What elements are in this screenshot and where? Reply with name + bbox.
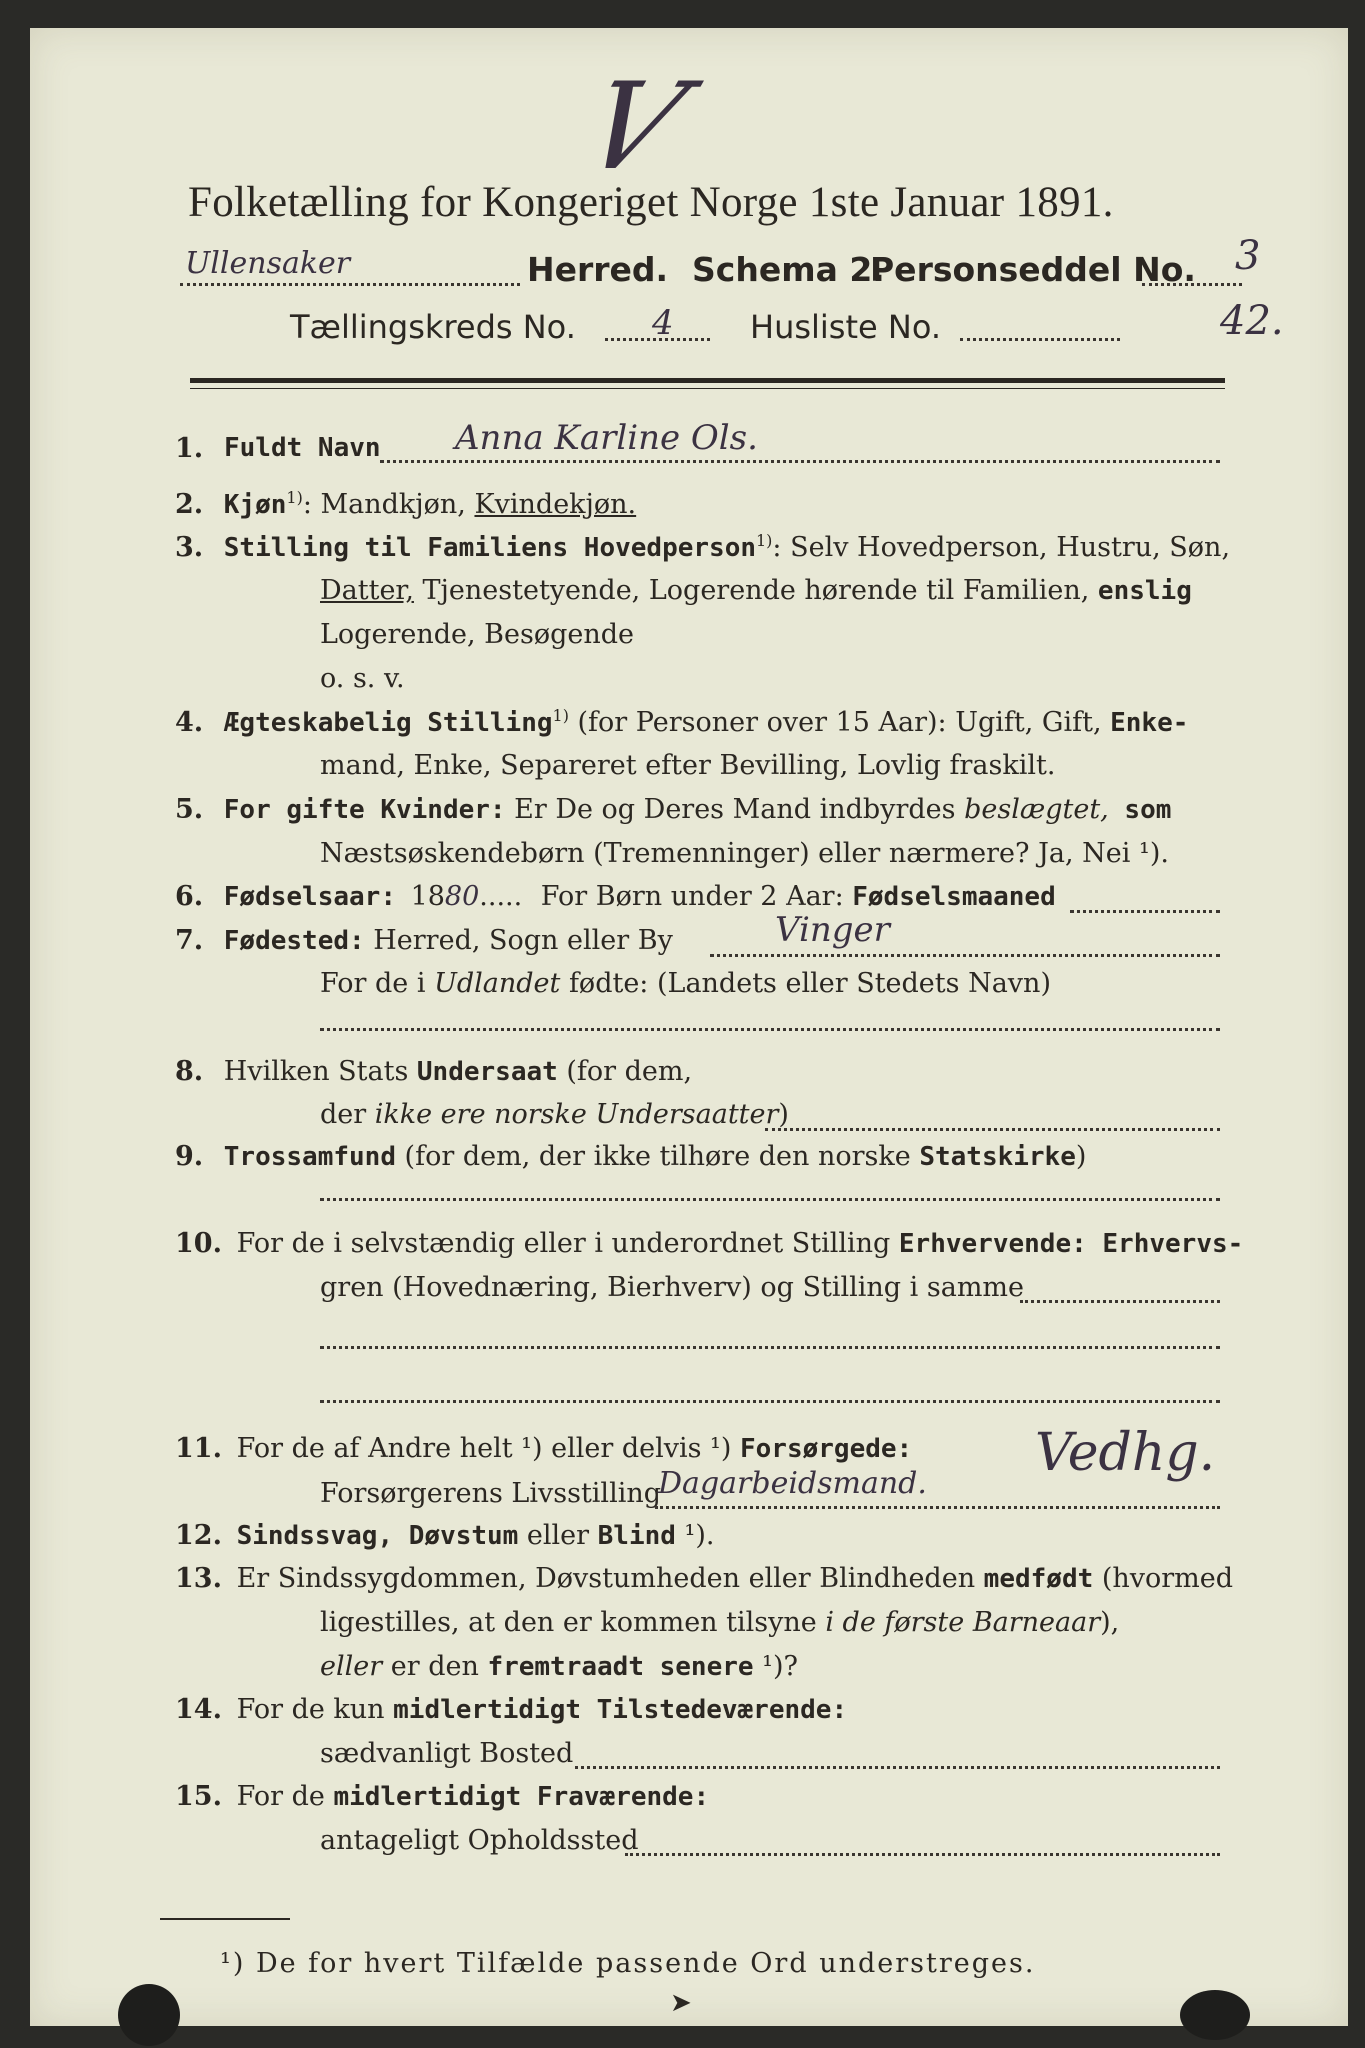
personseddel-label: Personseddel No. xyxy=(870,250,1196,289)
kreds-label: Tællingskreds No. xyxy=(290,308,576,346)
q11-label: Forsørgede: xyxy=(740,1434,913,1464)
q15-text-1a: For de xyxy=(236,1781,334,1812)
q10-blank-dots-1 xyxy=(320,1346,1220,1349)
q8-text-1a: Hvilken Stats xyxy=(223,1056,417,1087)
arrow-mark: ➤ xyxy=(670,1988,692,2018)
check-mark: V xyxy=(564,58,702,197)
q12-number: 12. xyxy=(175,1520,222,1551)
q2-text-b: Kvindekjøn. xyxy=(474,489,637,520)
personseddel-dots xyxy=(1142,283,1242,286)
q13-line-3 xyxy=(320,1651,798,1682)
q3-line-3: Logerende, Besøgende xyxy=(320,619,634,650)
q15-line-2: antageligt Opholdssted xyxy=(320,1825,639,1856)
q15-dots xyxy=(625,1853,1220,1856)
q4-sup: 1) xyxy=(552,706,569,725)
header-rule-thick xyxy=(190,378,1225,383)
q14-line-2: sædvanligt Bosted xyxy=(320,1738,574,1769)
q13-text-1b: (hvormed xyxy=(1093,1563,1234,1594)
q7-value: Vinger xyxy=(775,910,890,950)
q12-line xyxy=(175,1520,714,1551)
q3-text-2b: Tjenestetyende, Logerende hørende til Familien, xyxy=(413,575,1098,606)
q5-label-a: For xyxy=(223,795,287,825)
q1-dots xyxy=(380,460,1220,463)
q3-number: 3. xyxy=(175,532,204,563)
personseddel-value: 3 xyxy=(1235,233,1261,279)
q6-text-b: For Børn under 2 Aar: xyxy=(540,881,853,912)
husliste-label: Husliste No. xyxy=(750,308,941,346)
q11-text-1a: For de af Andre helt ¹) eller delvis ¹) xyxy=(236,1433,740,1464)
q11-line-1 xyxy=(175,1433,912,1464)
q15-number: 15. xyxy=(175,1781,222,1812)
q11-dots xyxy=(655,1506,1220,1509)
q2-sup: 1) xyxy=(286,488,303,507)
q6-line xyxy=(175,881,1056,912)
q4-number: 4. xyxy=(175,707,204,738)
q13-text-1a: Er Sindssygdommen, Døvstumheden eller Blindheden xyxy=(236,1563,984,1594)
q7-label: Fødested: xyxy=(223,926,365,956)
q8-number: 8. xyxy=(175,1056,204,1087)
q14-number: 14. xyxy=(175,1694,222,1725)
q4-text-1: (for Personer over 15 Aar): Ugift, Gift, xyxy=(568,707,1111,738)
q7-blank-dots xyxy=(320,1028,1220,1031)
q3-sup: 1) xyxy=(756,531,773,550)
husliste-value: 42. xyxy=(1220,298,1284,344)
paper-damage-left xyxy=(118,1984,180,2046)
q3-text-2c: enslig xyxy=(1097,576,1192,606)
q12-label: Sindssvag, Døvstum xyxy=(236,1521,519,1551)
q11-line-2: Forsørgerens Livsstilling xyxy=(320,1478,662,1509)
q7-text-2a: For de i xyxy=(320,968,435,999)
q3-label: Stilling til Familiens Hovedperson xyxy=(223,533,756,563)
husliste-dots xyxy=(960,338,1120,341)
q10-line-1 xyxy=(175,1228,1243,1259)
q7-line-2 xyxy=(320,968,1051,999)
q5-number: 5. xyxy=(175,794,204,825)
q7-text-2i: Udlandet xyxy=(434,968,561,999)
q3-text-2a: Datter, xyxy=(320,575,414,606)
q13-label-b: fremtraadt senere xyxy=(487,1652,754,1682)
q10-number: 10. xyxy=(175,1228,222,1259)
q6-dots: ..... xyxy=(479,881,523,912)
q13-label: medfødt xyxy=(983,1564,1094,1594)
q3-text-1: : Selv Hovedperson, Hustru, Søn, xyxy=(772,532,1231,563)
q11-value: Dagarbeidsmand. xyxy=(658,1466,927,1501)
q13-line-2 xyxy=(320,1607,1119,1638)
q14-text-1a: For de kun xyxy=(236,1694,394,1725)
q5-text-1i: beslægtet, xyxy=(964,794,1109,825)
q9-number: 9. xyxy=(175,1141,204,1172)
q8-label: Undersaat xyxy=(416,1057,558,1087)
q10-text-1: For de i selvstændig eller i underordnet Stilling xyxy=(236,1228,899,1259)
paper-damage-right xyxy=(1180,1990,1250,2040)
q5-line-2: Næstsøskendebørn (Tremenninger) eller nærmere? Ja, Nei ¹). xyxy=(320,838,1169,869)
header-rule-thin xyxy=(190,388,1225,389)
q8-line-1 xyxy=(175,1056,692,1087)
q15-line-1 xyxy=(175,1781,709,1812)
q2-number: 2. xyxy=(175,489,204,520)
q8-text-2a: der xyxy=(320,1099,375,1130)
q6-prefix: 18 xyxy=(410,881,445,912)
q1-label: Fuldt Navn xyxy=(224,433,381,463)
q4-line-2: mand, Enke, Separeret efter Bevilling, Lovlig fraskilt. xyxy=(320,750,1056,781)
q11-number: 11. xyxy=(175,1433,222,1464)
q13-text-2b: ), xyxy=(1100,1607,1120,1638)
q13-text-2a: ligestilles, at den er kommen tilsyne xyxy=(320,1607,826,1638)
q6-text-c: Fødselsmaaned xyxy=(852,882,1056,912)
q12-text-b: ¹). xyxy=(675,1520,715,1551)
q7-number: 7. xyxy=(175,925,204,956)
q6-trailing-dots xyxy=(1070,910,1220,913)
q3-line-1 xyxy=(175,531,1230,563)
q13-text-3a: er den xyxy=(382,1651,488,1682)
q1-value: Anna Karline Ols. xyxy=(455,418,758,458)
footnote-rule xyxy=(160,1918,290,1920)
q9-paren: ) xyxy=(1075,1141,1087,1172)
q10-blank-dots-2 xyxy=(320,1400,1220,1403)
q9-label-b: Statskirke xyxy=(919,1142,1076,1172)
q8-text-2b: ) xyxy=(778,1099,789,1130)
q3-line-2 xyxy=(320,575,1192,606)
form-title: Folketælling for Kongeriget Norge 1ste Januar 1891. xyxy=(188,179,1114,226)
kreds-dots xyxy=(605,338,710,341)
q4-line-1 xyxy=(175,706,1188,738)
herred-value: Ullensaker xyxy=(185,246,351,281)
q9-line xyxy=(175,1141,1086,1172)
q10-line-2: gren (Hovednæring, Bierhverv) og Stilling i samme xyxy=(320,1272,1025,1303)
q6-number: 6. xyxy=(175,881,204,912)
census-form-sheet xyxy=(30,28,1348,2026)
schema-label: Schema 2. xyxy=(692,250,885,289)
q7-line-1 xyxy=(175,925,673,956)
q5-line-1 xyxy=(175,794,1171,825)
q9-blank-dots xyxy=(320,1198,1220,1201)
q15-label: midlertidigt Fraværende: xyxy=(333,1782,710,1812)
q6-label: Fødselsaar: xyxy=(223,882,396,912)
q7-dots xyxy=(710,954,1220,957)
q2-line xyxy=(175,488,636,520)
q3-line-4: o. s. v. xyxy=(320,663,405,694)
q13-text-3b: ¹)? xyxy=(753,1651,798,1682)
q6-value: 80 xyxy=(444,881,480,912)
q2-text-a: : Mandkjøn, xyxy=(302,489,475,520)
q13-text-3i: eller xyxy=(320,1651,383,1682)
q12-text-a: eller xyxy=(518,1520,598,1551)
q8-line-2 xyxy=(320,1099,789,1130)
q1-number: 1. xyxy=(175,433,204,464)
q10-label: Erhvervende: Erhvervs- xyxy=(898,1229,1244,1259)
footnote: ¹) De for hvert Tilfælde passende Ord understreges. xyxy=(220,1948,1036,1979)
q8-dots xyxy=(765,1128,1220,1131)
q8-text-1b: (for dem, xyxy=(557,1056,693,1087)
q11-value-b: Vedhg. xyxy=(1035,1423,1216,1483)
q7-text-2b: fødte: (Landets eller Stedets Navn) xyxy=(560,968,1051,999)
q10-dots-1 xyxy=(1020,1300,1220,1303)
q13-text-2i: i de første Barneaar xyxy=(825,1607,1101,1638)
q12-label-b: Blind xyxy=(597,1521,676,1551)
q2-label: Kjøn xyxy=(223,490,287,520)
q13-line-1 xyxy=(175,1563,1233,1594)
herred-label: Herred. xyxy=(527,250,669,289)
q9-label: Trossamfund xyxy=(223,1142,396,1172)
q7-text-1: Herred, Sogn eller By xyxy=(364,925,673,956)
q14-line-1 xyxy=(175,1694,847,1725)
kreds-value: 4 xyxy=(652,303,674,343)
q8-text-2i: ikke ere norske Undersaatter xyxy=(374,1099,779,1130)
q4-text-1b: Enke- xyxy=(1110,708,1189,738)
q9-text: (for dem, der ikke tilhøre den norske xyxy=(395,1141,920,1172)
herred-dots xyxy=(180,283,520,286)
q13-number: 13. xyxy=(175,1563,222,1594)
q4-label: Ægteskabelig Stilling xyxy=(223,708,553,738)
q5-text-1c: som xyxy=(1108,795,1172,825)
q14-label: midlertidigt Tilstedeværende: xyxy=(393,1695,848,1725)
q14-dots xyxy=(575,1766,1220,1769)
q5-label-b: gifte Kvinder: xyxy=(286,795,506,825)
q5-text-1: Er De og Deres Mand indbyrdes xyxy=(505,794,965,825)
